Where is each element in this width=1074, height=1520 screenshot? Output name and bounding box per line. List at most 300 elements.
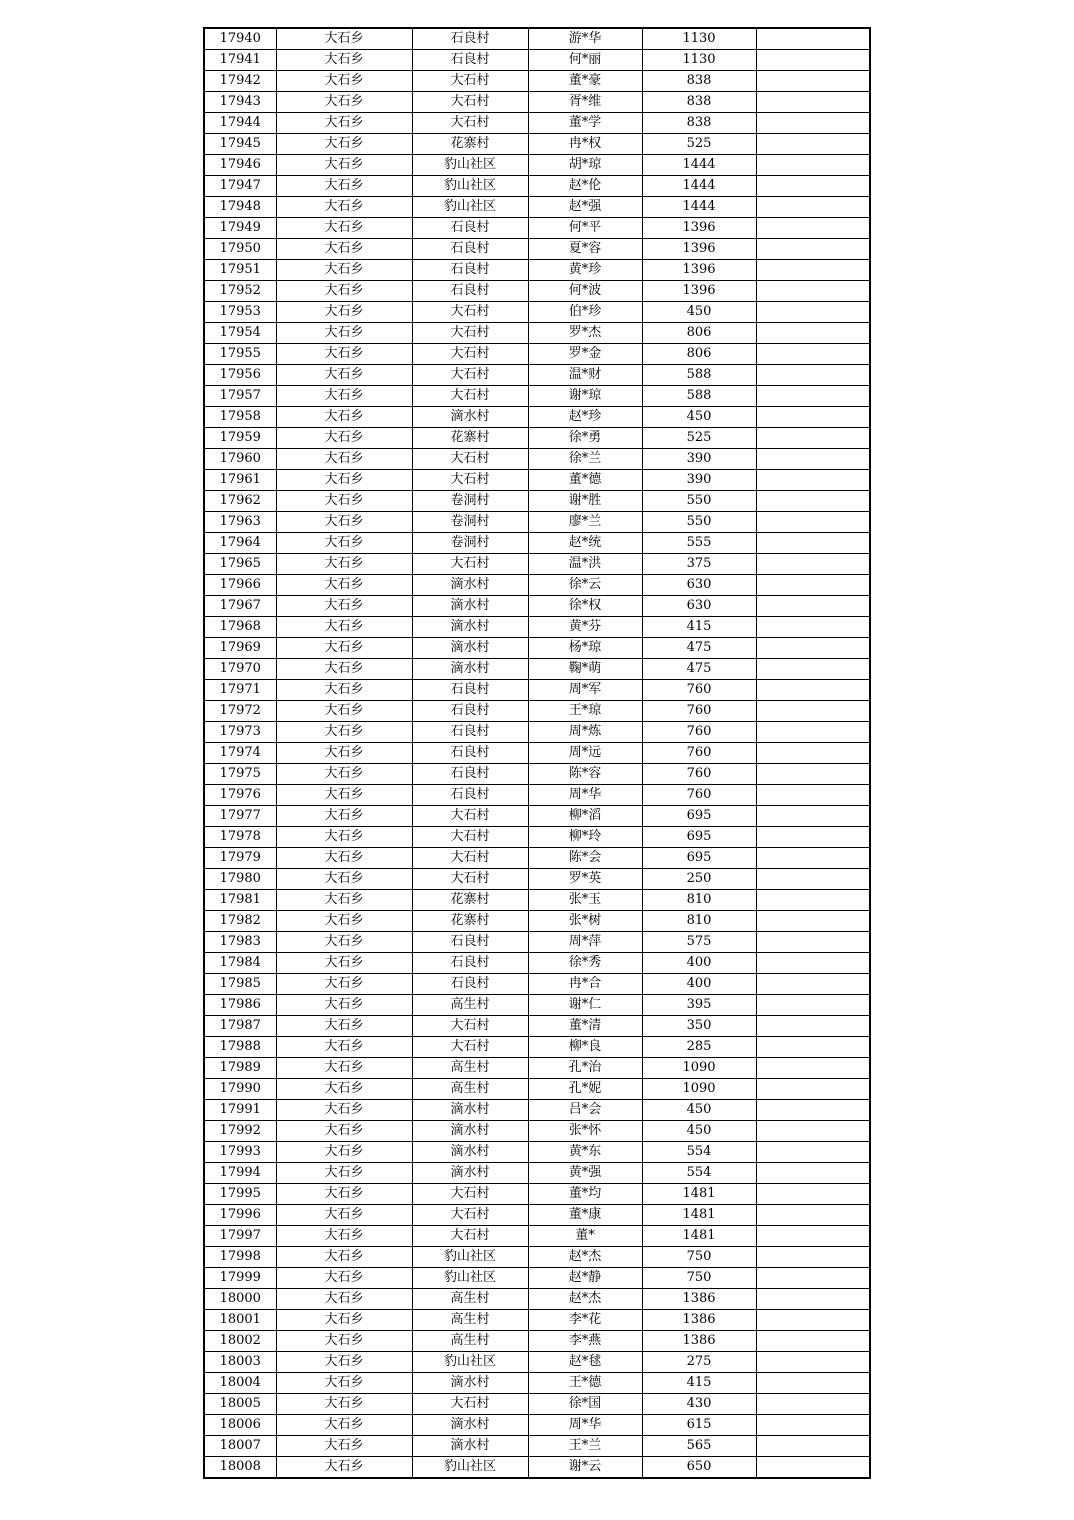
township-cell: 大石乡 xyxy=(276,911,412,932)
serial-number-cell: 17943 xyxy=(204,92,276,113)
township-cell: 大石乡 xyxy=(276,890,412,911)
remark-cell xyxy=(756,890,870,911)
village-cell: 石良村 xyxy=(412,260,528,281)
remark-cell xyxy=(756,869,870,890)
name-cell: 王*琼 xyxy=(528,701,642,722)
name-cell: 廖*兰 xyxy=(528,512,642,533)
village-cell: 石良村 xyxy=(412,764,528,785)
amount-cell: 1396 xyxy=(642,218,756,239)
township-cell: 大石乡 xyxy=(276,50,412,71)
remark-cell xyxy=(756,470,870,491)
name-cell: 夏*容 xyxy=(528,239,642,260)
village-cell: 豹山社区 xyxy=(412,1457,528,1479)
amount-cell: 810 xyxy=(642,911,756,932)
village-cell: 大石村 xyxy=(412,470,528,491)
serial-number-cell: 17988 xyxy=(204,1037,276,1058)
table-row xyxy=(204,218,870,239)
name-cell: 胡*琼 xyxy=(528,155,642,176)
serial-number-cell: 17947 xyxy=(204,176,276,197)
amount-cell: 838 xyxy=(642,113,756,134)
village-cell: 大石村 xyxy=(412,1226,528,1247)
serial-number-cell: 18004 xyxy=(204,1373,276,1394)
remark-cell xyxy=(756,617,870,638)
remark-cell xyxy=(756,1121,870,1142)
name-cell: 黄*东 xyxy=(528,1142,642,1163)
serial-number-cell: 18008 xyxy=(204,1457,276,1479)
remark-cell xyxy=(756,1457,870,1479)
township-cell: 大石乡 xyxy=(276,323,412,344)
remark-cell xyxy=(756,1205,870,1226)
amount-cell: 760 xyxy=(642,743,756,764)
remark-cell xyxy=(756,365,870,386)
remark-cell xyxy=(756,449,870,470)
amount-cell: 750 xyxy=(642,1268,756,1289)
remark-cell xyxy=(756,260,870,281)
amount-cell: 525 xyxy=(642,428,756,449)
serial-number-cell: 17965 xyxy=(204,554,276,575)
serial-number-cell: 17942 xyxy=(204,71,276,92)
amount-cell: 450 xyxy=(642,302,756,323)
table-body xyxy=(204,28,870,1478)
amount-cell: 1090 xyxy=(642,1058,756,1079)
name-cell: 周*萍 xyxy=(528,932,642,953)
village-cell: 滴水村 xyxy=(412,1415,528,1436)
township-cell: 大石乡 xyxy=(276,1352,412,1373)
table-row xyxy=(204,1394,870,1415)
village-cell: 大石村 xyxy=(412,92,528,113)
name-cell: 徐*勇 xyxy=(528,428,642,449)
name-cell: 柳*良 xyxy=(528,1037,642,1058)
village-cell: 石良村 xyxy=(412,281,528,302)
village-cell: 高生村 xyxy=(412,1310,528,1331)
remark-cell xyxy=(756,911,870,932)
name-cell: 温*洪 xyxy=(528,554,642,575)
township-cell: 大石乡 xyxy=(276,491,412,512)
amount-cell: 760 xyxy=(642,722,756,743)
township-cell: 大石乡 xyxy=(276,344,412,365)
remark-cell xyxy=(756,407,870,428)
village-cell: 石良村 xyxy=(412,743,528,764)
table-row xyxy=(204,932,870,953)
remark-cell xyxy=(756,575,870,596)
serial-number-cell: 17992 xyxy=(204,1121,276,1142)
village-cell: 豹山社区 xyxy=(412,1352,528,1373)
village-cell: 石良村 xyxy=(412,932,528,953)
amount-cell: 450 xyxy=(642,1121,756,1142)
name-cell: 张*玉 xyxy=(528,890,642,911)
township-cell: 大石乡 xyxy=(276,953,412,974)
township-cell: 大石乡 xyxy=(276,1205,412,1226)
village-cell: 大石村 xyxy=(412,302,528,323)
name-cell: 徐*秀 xyxy=(528,953,642,974)
serial-number-cell: 17968 xyxy=(204,617,276,638)
village-cell: 大石村 xyxy=(412,869,528,890)
name-cell: 董* xyxy=(528,1226,642,1247)
amount-cell: 475 xyxy=(642,659,756,680)
table-row xyxy=(204,1247,870,1268)
township-cell: 大石乡 xyxy=(276,617,412,638)
township-cell: 大石乡 xyxy=(276,197,412,218)
township-cell: 大石乡 xyxy=(276,113,412,134)
remark-cell xyxy=(756,1184,870,1205)
table-row xyxy=(204,1037,870,1058)
amount-cell: 550 xyxy=(642,491,756,512)
name-cell: 冉*权 xyxy=(528,134,642,155)
remark-cell xyxy=(756,596,870,617)
serial-number-cell: 17960 xyxy=(204,449,276,470)
township-cell: 大石乡 xyxy=(276,1079,412,1100)
name-cell: 谢*琼 xyxy=(528,386,642,407)
table-row xyxy=(204,974,870,995)
township-cell: 大石乡 xyxy=(276,239,412,260)
amount-cell: 415 xyxy=(642,1373,756,1394)
table-row xyxy=(204,1079,870,1100)
amount-cell: 400 xyxy=(642,974,756,995)
township-cell: 大石乡 xyxy=(276,134,412,155)
table-row xyxy=(204,1205,870,1226)
amount-cell: 525 xyxy=(642,134,756,155)
table-row xyxy=(204,176,870,197)
table-row xyxy=(204,596,870,617)
serial-number-cell: 17998 xyxy=(204,1247,276,1268)
serial-number-cell: 17950 xyxy=(204,239,276,260)
serial-number-cell: 17977 xyxy=(204,806,276,827)
table-row xyxy=(204,197,870,218)
name-cell: 谢*仁 xyxy=(528,995,642,1016)
township-cell: 大石乡 xyxy=(276,596,412,617)
table-row xyxy=(204,1310,870,1331)
remark-cell xyxy=(756,827,870,848)
village-cell: 石良村 xyxy=(412,239,528,260)
serial-number-cell: 17972 xyxy=(204,701,276,722)
township-cell: 大石乡 xyxy=(276,1184,412,1205)
village-cell: 大石村 xyxy=(412,344,528,365)
serial-number-cell: 17982 xyxy=(204,911,276,932)
village-cell: 高生村 xyxy=(412,1331,528,1352)
village-cell: 大石村 xyxy=(412,827,528,848)
serial-number-cell: 17987 xyxy=(204,1016,276,1037)
township-cell: 大石乡 xyxy=(276,1226,412,1247)
township-cell: 大石乡 xyxy=(276,1247,412,1268)
table-row xyxy=(204,995,870,1016)
village-cell: 高生村 xyxy=(412,1289,528,1310)
remark-cell xyxy=(756,1079,870,1100)
serial-number-cell: 17966 xyxy=(204,575,276,596)
village-cell: 大石村 xyxy=(412,1037,528,1058)
table-row xyxy=(204,1121,870,1142)
serial-number-cell: 17953 xyxy=(204,302,276,323)
amount-cell: 806 xyxy=(642,344,756,365)
village-cell: 花寨村 xyxy=(412,911,528,932)
township-cell: 大石乡 xyxy=(276,764,412,785)
township-cell: 大石乡 xyxy=(276,659,412,680)
village-cell: 滴水村 xyxy=(412,575,528,596)
amount-cell: 760 xyxy=(642,764,756,785)
amount-cell: 695 xyxy=(642,806,756,827)
serial-number-cell: 17976 xyxy=(204,785,276,806)
table-row xyxy=(204,638,870,659)
serial-number-cell: 17973 xyxy=(204,722,276,743)
remark-cell xyxy=(756,302,870,323)
township-cell: 大石乡 xyxy=(276,92,412,113)
name-cell: 陈*会 xyxy=(528,848,642,869)
township-cell: 大石乡 xyxy=(276,1331,412,1352)
name-cell: 赵*静 xyxy=(528,1268,642,1289)
village-cell: 石良村 xyxy=(412,722,528,743)
remark-cell xyxy=(756,1058,870,1079)
amount-cell: 1481 xyxy=(642,1226,756,1247)
table-row xyxy=(204,764,870,785)
village-cell: 大石村 xyxy=(412,365,528,386)
serial-number-cell: 17975 xyxy=(204,764,276,785)
amount-cell: 588 xyxy=(642,365,756,386)
serial-number-cell: 17963 xyxy=(204,512,276,533)
remark-cell xyxy=(756,932,870,953)
village-cell: 石良村 xyxy=(412,785,528,806)
township-cell: 大石乡 xyxy=(276,974,412,995)
table-row xyxy=(204,50,870,71)
village-cell: 高生村 xyxy=(412,995,528,1016)
remark-cell xyxy=(756,1163,870,1184)
serial-number-cell: 17995 xyxy=(204,1184,276,1205)
remark-cell xyxy=(756,155,870,176)
amount-cell: 450 xyxy=(642,407,756,428)
table-row xyxy=(204,386,870,407)
serial-number-cell: 17969 xyxy=(204,638,276,659)
serial-number-cell: 17944 xyxy=(204,113,276,134)
amount-cell: 615 xyxy=(642,1415,756,1436)
amount-cell: 1396 xyxy=(642,260,756,281)
remark-cell xyxy=(756,239,870,260)
remark-cell xyxy=(756,554,870,575)
serial-number-cell: 17974 xyxy=(204,743,276,764)
serial-number-cell: 17955 xyxy=(204,344,276,365)
name-cell: 胥*维 xyxy=(528,92,642,113)
serial-number-cell: 17991 xyxy=(204,1100,276,1121)
remark-cell xyxy=(756,71,870,92)
table-row xyxy=(204,1331,870,1352)
table-row xyxy=(204,890,870,911)
remark-cell xyxy=(756,1247,870,1268)
table-row xyxy=(204,722,870,743)
township-cell: 大石乡 xyxy=(276,827,412,848)
serial-number-cell: 17954 xyxy=(204,323,276,344)
serial-number-cell: 17970 xyxy=(204,659,276,680)
township-cell: 大石乡 xyxy=(276,806,412,827)
amount-cell: 415 xyxy=(642,617,756,638)
township-cell: 大石乡 xyxy=(276,1058,412,1079)
amount-cell: 375 xyxy=(642,554,756,575)
name-cell: 董*豪 xyxy=(528,71,642,92)
amount-cell: 400 xyxy=(642,953,756,974)
table-row xyxy=(204,302,870,323)
table-row xyxy=(204,617,870,638)
amount-cell: 275 xyxy=(642,1352,756,1373)
name-cell: 鞠*萌 xyxy=(528,659,642,680)
amount-cell: 1481 xyxy=(642,1205,756,1226)
township-cell: 大石乡 xyxy=(276,869,412,890)
village-cell: 滴水村 xyxy=(412,659,528,680)
serial-number-cell: 17981 xyxy=(204,890,276,911)
name-cell: 徐*兰 xyxy=(528,449,642,470)
township-cell: 大石乡 xyxy=(276,1415,412,1436)
township-cell: 大石乡 xyxy=(276,428,412,449)
name-cell: 李*燕 xyxy=(528,1331,642,1352)
name-cell: 董*学 xyxy=(528,113,642,134)
township-cell: 大石乡 xyxy=(276,638,412,659)
name-cell: 王*德 xyxy=(528,1373,642,1394)
village-cell: 滴水村 xyxy=(412,638,528,659)
township-cell: 大石乡 xyxy=(276,1037,412,1058)
table-row xyxy=(204,848,870,869)
name-cell: 董*德 xyxy=(528,470,642,491)
township-cell: 大石乡 xyxy=(276,1163,412,1184)
remark-cell xyxy=(756,1310,870,1331)
township-cell: 大石乡 xyxy=(276,1436,412,1457)
township-cell: 大石乡 xyxy=(276,1310,412,1331)
table-row xyxy=(204,407,870,428)
village-cell: 豹山社区 xyxy=(412,1268,528,1289)
name-cell: 张*怀 xyxy=(528,1121,642,1142)
remark-cell xyxy=(756,176,870,197)
serial-number-cell: 17964 xyxy=(204,533,276,554)
name-cell: 王*兰 xyxy=(528,1436,642,1457)
amount-cell: 285 xyxy=(642,1037,756,1058)
village-cell: 花寨村 xyxy=(412,134,528,155)
table-row xyxy=(204,911,870,932)
name-cell: 赵*强 xyxy=(528,197,642,218)
table-row xyxy=(204,92,870,113)
village-cell: 大石村 xyxy=(412,848,528,869)
serial-number-cell: 17941 xyxy=(204,50,276,71)
serial-number-cell: 17948 xyxy=(204,197,276,218)
table-row xyxy=(204,71,870,92)
serial-number-cell: 17940 xyxy=(204,28,276,50)
name-cell: 赵*统 xyxy=(528,533,642,554)
township-cell: 大石乡 xyxy=(276,680,412,701)
village-cell: 大石村 xyxy=(412,1205,528,1226)
table-row xyxy=(204,785,870,806)
village-cell: 大石村 xyxy=(412,71,528,92)
remark-cell xyxy=(756,1226,870,1247)
amount-cell: 575 xyxy=(642,932,756,953)
name-cell: 董*均 xyxy=(528,1184,642,1205)
serial-number-cell: 18006 xyxy=(204,1415,276,1436)
name-cell: 温*财 xyxy=(528,365,642,386)
serial-number-cell: 17956 xyxy=(204,365,276,386)
township-cell: 大石乡 xyxy=(276,701,412,722)
name-cell: 孔*妮 xyxy=(528,1079,642,1100)
amount-cell: 588 xyxy=(642,386,756,407)
serial-number-cell: 17949 xyxy=(204,218,276,239)
serial-number-cell: 17989 xyxy=(204,1058,276,1079)
serial-number-cell: 17959 xyxy=(204,428,276,449)
township-cell: 大石乡 xyxy=(276,785,412,806)
amount-cell: 1130 xyxy=(642,50,756,71)
amount-cell: 1444 xyxy=(642,176,756,197)
table-row xyxy=(204,512,870,533)
amount-cell: 750 xyxy=(642,1247,756,1268)
name-cell: 罗*杰 xyxy=(528,323,642,344)
table-row xyxy=(204,953,870,974)
remark-cell xyxy=(756,1142,870,1163)
serial-number-cell: 18001 xyxy=(204,1310,276,1331)
township-cell: 大石乡 xyxy=(276,365,412,386)
remark-cell xyxy=(756,113,870,134)
remark-cell xyxy=(756,281,870,302)
serial-number-cell: 17952 xyxy=(204,281,276,302)
remark-cell xyxy=(756,1352,870,1373)
amount-cell: 838 xyxy=(642,92,756,113)
amount-cell: 695 xyxy=(642,848,756,869)
name-cell: 周*华 xyxy=(528,785,642,806)
serial-number-cell: 17979 xyxy=(204,848,276,869)
table-row xyxy=(204,365,870,386)
amount-cell: 554 xyxy=(642,1163,756,1184)
table-row xyxy=(204,1352,870,1373)
remark-cell xyxy=(756,1331,870,1352)
name-cell: 谢*云 xyxy=(528,1457,642,1479)
amount-cell: 555 xyxy=(642,533,756,554)
remark-cell xyxy=(756,1394,870,1415)
village-cell: 豹山社区 xyxy=(412,197,528,218)
name-cell: 赵*珍 xyxy=(528,407,642,428)
name-cell: 赵*毬 xyxy=(528,1352,642,1373)
amount-cell: 630 xyxy=(642,575,756,596)
name-cell: 黄*强 xyxy=(528,1163,642,1184)
name-cell: 何*平 xyxy=(528,218,642,239)
township-cell: 大石乡 xyxy=(276,1016,412,1037)
township-cell: 大石乡 xyxy=(276,260,412,281)
remark-cell xyxy=(756,323,870,344)
table-row xyxy=(204,575,870,596)
remark-cell xyxy=(756,1415,870,1436)
amount-cell: 390 xyxy=(642,470,756,491)
serial-number-cell: 17997 xyxy=(204,1226,276,1247)
amount-cell: 1130 xyxy=(642,28,756,50)
township-cell: 大石乡 xyxy=(276,176,412,197)
table-row xyxy=(204,428,870,449)
amount-cell: 430 xyxy=(642,1394,756,1415)
remark-cell xyxy=(756,701,870,722)
amount-cell: 1386 xyxy=(642,1310,756,1331)
remark-cell xyxy=(756,134,870,155)
serial-number-cell: 17990 xyxy=(204,1079,276,1100)
table-row xyxy=(204,659,870,680)
table-row xyxy=(204,281,870,302)
table-row xyxy=(204,1058,870,1079)
name-cell: 周*远 xyxy=(528,743,642,764)
table-row xyxy=(204,743,870,764)
township-cell: 大石乡 xyxy=(276,533,412,554)
amount-cell: 395 xyxy=(642,995,756,1016)
village-cell: 卷洞村 xyxy=(412,491,528,512)
remark-cell xyxy=(756,218,870,239)
remark-cell xyxy=(756,491,870,512)
remark-cell xyxy=(756,764,870,785)
amount-cell: 450 xyxy=(642,1100,756,1121)
remark-cell xyxy=(756,344,870,365)
roster-table xyxy=(203,27,871,1479)
serial-number-cell: 17985 xyxy=(204,974,276,995)
township-cell: 大石乡 xyxy=(276,743,412,764)
table-row xyxy=(204,1457,870,1479)
serial-number-cell: 17994 xyxy=(204,1163,276,1184)
table-row xyxy=(204,1436,870,1457)
township-cell: 大石乡 xyxy=(276,1142,412,1163)
table-row xyxy=(204,491,870,512)
serial-number-cell: 17993 xyxy=(204,1142,276,1163)
